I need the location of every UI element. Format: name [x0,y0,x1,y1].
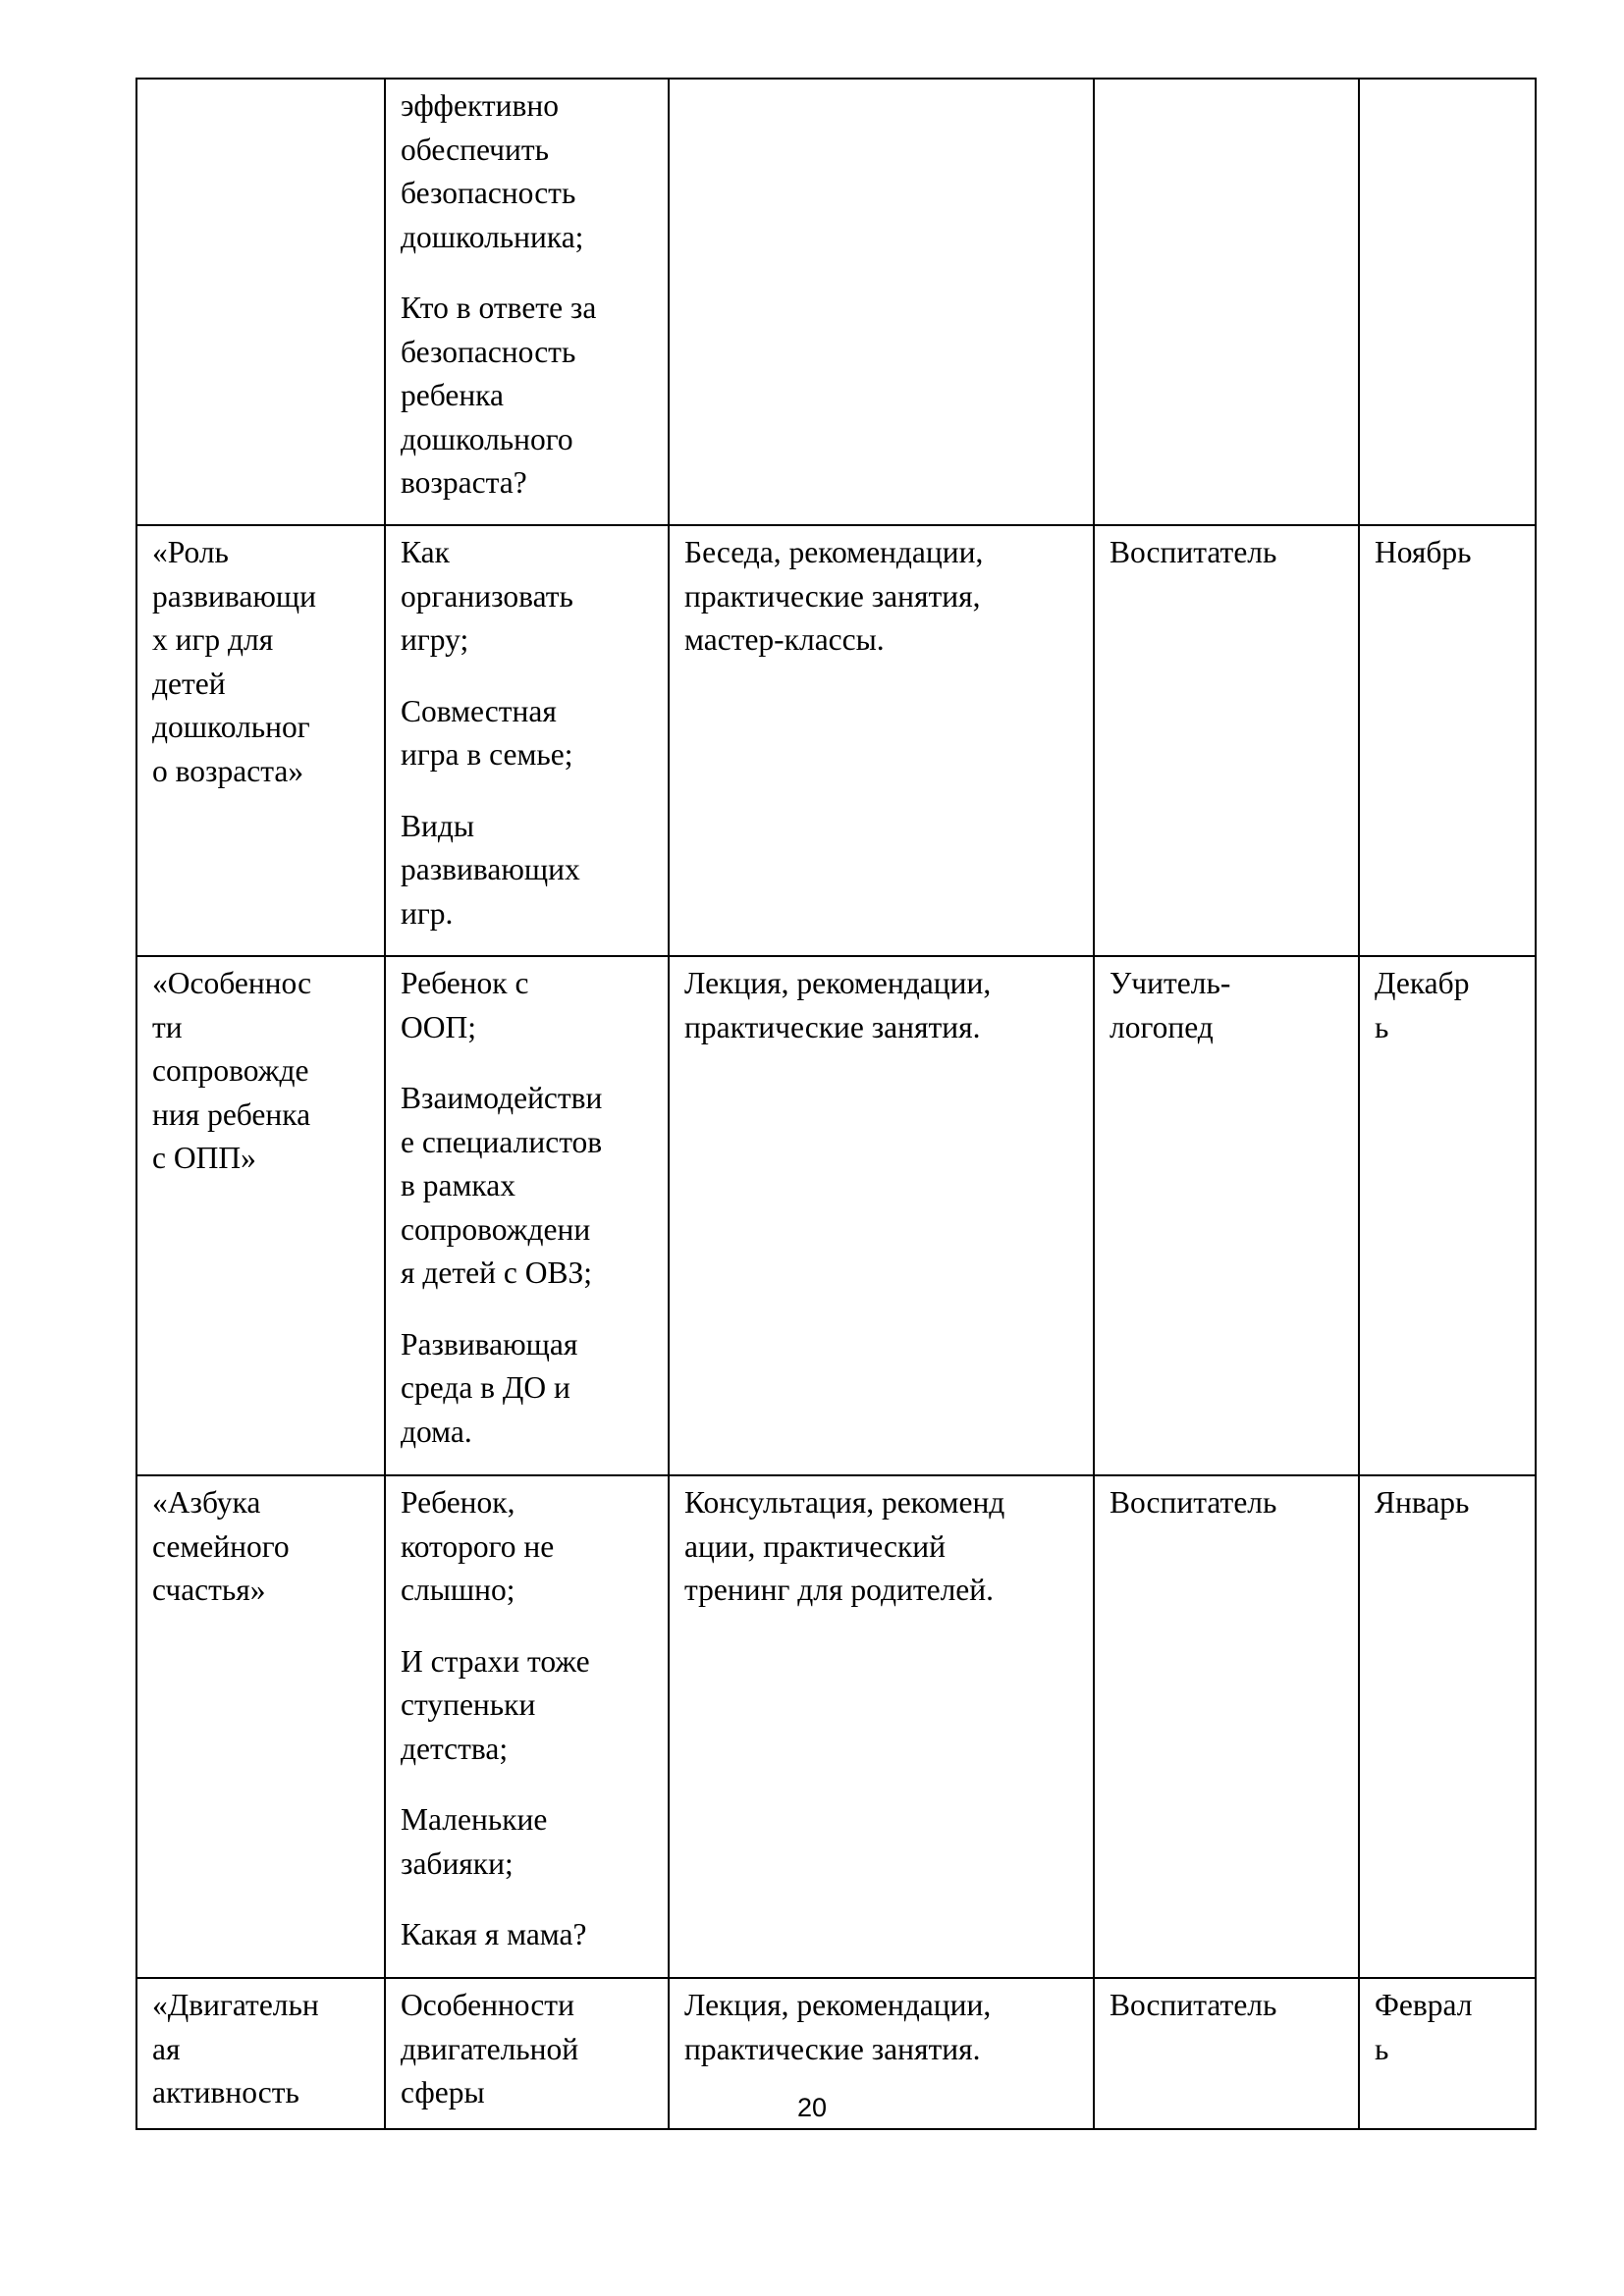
cell-line: двигательной [401,2031,579,2066]
question-paragraph [401,1077,658,1296]
form-cell [669,525,1094,956]
cell-line: е специалистов [401,1124,603,1159]
table-row [136,79,1536,525]
question-paragraph [401,531,658,663]
cell-line: Взаимодействи [401,1081,603,1115]
cell-line: возраста? [401,465,527,500]
question-paragraph [401,690,658,777]
cell-line: практические занятия. [684,2031,981,2066]
questions-cell [385,1475,669,1978]
cell-line: Беседа, рекомендации, [684,535,984,569]
topic-cell [136,525,385,956]
cell-line: Январь [1375,1485,1470,1520]
questions-cell [385,79,669,525]
question-paragraph [401,1323,658,1455]
cell-line: Кто в ответе за [401,291,597,325]
cell-line: сопровожде [152,1053,309,1088]
cell-line: семейного [152,1528,290,1564]
responsible-cell [1094,79,1359,525]
question-paragraph [401,1798,658,1886]
cell-line: И страхи тоже [401,1643,590,1679]
cell-line: ь [1375,1009,1389,1044]
cell-line: Маленькие [401,1802,548,1837]
table-row [136,525,1536,956]
cell-line: сферы [401,2075,485,2109]
questions-cell [385,956,669,1475]
cell-line: забияки; [401,1845,514,1881]
cell-line: игра в семье; [401,737,573,772]
cell-line: Консультация, рекоменд [684,1485,1005,1520]
cell-line: Развивающая [401,1326,578,1362]
cell-line: ребенка [401,378,504,412]
question-paragraph [401,805,658,936]
cell-line: Виды [401,808,475,843]
question-paragraph [401,1481,658,1613]
cell-line: дошкольного [401,421,573,456]
cell-line: Учитель- [1110,966,1231,1000]
cell-line: Лекция, рекомендации, [684,966,992,1000]
cell-line: Воспитатель [1110,1485,1277,1520]
cell-line: игр. [401,895,454,931]
cell-line: дома. [401,1414,472,1449]
cell-line: Декабр [1375,966,1470,1000]
cell-line: логопед [1110,1009,1214,1044]
cell-line: практические занятия. [684,1009,981,1044]
cell-line: я детей с ОВЗ; [401,1255,592,1290]
topic-cell [136,79,385,525]
cell-line: безопасность [401,334,576,369]
cell-line: ния ребенка [152,1096,311,1132]
cell-line: Как [401,535,450,569]
cell-line: ООП; [401,1009,476,1044]
month-cell [1359,525,1536,956]
cell-line: детей [152,666,226,701]
cell-line: ь [1375,2031,1389,2066]
questions-cell [385,525,669,956]
cell-line: Какая я мама? [401,1917,587,1951]
cell-line: развивающих [401,852,580,886]
cell-line: Лекция, рекомендации, [684,1988,992,2022]
form-cell [669,79,1094,525]
cell-line: в рамках [401,1168,515,1202]
cell-line: ации, практический [684,1528,947,1564]
topic-cell [136,1475,385,1978]
cell-line: обеспечить [401,132,549,167]
cell-line: которого не [401,1528,555,1564]
page-number: 20 [796,2093,828,2122]
cell-line: Ребенок с [401,966,529,1000]
month-cell [1359,79,1536,525]
cell-line: безопасность [401,176,576,210]
question-paragraph [401,1640,658,1772]
cell-line: игру; [401,622,469,657]
cell-line: мастер-классы. [684,622,885,657]
cell-line: «Особеннос [152,966,312,1000]
question-paragraph [401,84,658,259]
cell-line: развивающи [152,578,316,614]
cell-line: Воспитатель [1110,1988,1277,2022]
cell-line: организовать [401,578,573,614]
cell-line: Совместная [401,693,557,728]
cell-line: детства; [401,1731,509,1766]
document-table [135,78,1537,2130]
cell-line: Ноябрь [1375,535,1472,569]
cell-line: ступеньки [401,1687,536,1722]
table-row [136,1475,1536,1978]
month-cell [1359,1475,1536,1978]
cell-line: активность [152,2075,299,2109]
cell-line: эффективно [401,88,559,123]
responsible-cell [1094,1475,1359,1978]
cell-line: ая [152,2031,181,2066]
cell-line: «Роль [152,535,229,569]
cell-line: Особенности [401,1988,574,2022]
table-body [136,79,1536,2129]
question-paragraph [401,287,658,506]
cell-line: о возраста» [152,753,304,788]
cell-line: практические занятия, [684,578,981,614]
month-cell [1359,956,1536,1475]
cell-line: счастья» [152,1573,266,1607]
table-row [136,956,1536,1475]
cell-line: Ребенок, [401,1485,515,1520]
cell-line: с ОПП» [152,1141,256,1175]
topic-cell [136,956,385,1475]
responsible-cell [1094,956,1359,1475]
cell-line: Воспитатель [1110,535,1277,569]
question-paragraph [401,1913,658,1957]
cell-line: ти [152,1009,183,1044]
cell-line: дошкольног [152,710,310,744]
form-cell [669,1475,1094,1978]
cell-line: слышно; [401,1573,515,1607]
cell-line: сопровождени [401,1211,591,1247]
responsible-cell [1094,525,1359,956]
cell-line: дошкольника; [401,219,584,254]
form-cell [669,956,1094,1475]
cell-line: тренинг для родителей. [684,1573,995,1607]
cell-line: х игр для [152,622,274,657]
question-paragraph [401,962,658,1049]
cell-line: среда в ДО и [401,1370,570,1405]
cell-line: «Азбука [152,1485,261,1520]
cell-line: Феврал [1375,1988,1473,2022]
cell-line: «Двигательн [152,1988,319,2022]
